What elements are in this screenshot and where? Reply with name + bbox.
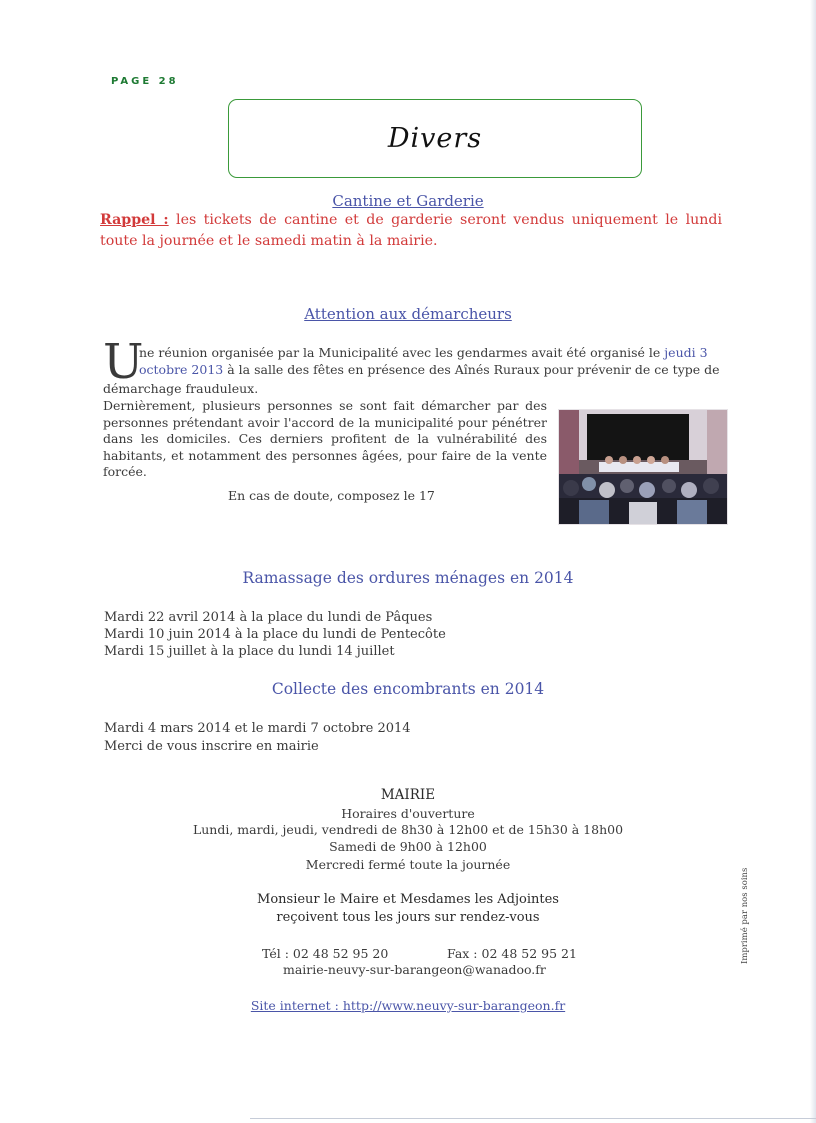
rappel-label: Rappel : [100,212,169,228]
cantine-heading: Cantine et Garderie [332,192,484,210]
encombrants-heading: Collecte des encombrants en 2014 [271,680,545,698]
ramassage-line-2: Mardi 10 juin 2014 à la place du lundi de Pentecôte [104,627,446,642]
mairie-phone: Tél : 02 48 52 95 20 [262,946,389,961]
website-link[interactable]: Site internet : http://www.neuvy-sur-barangeon.fr [250,998,566,1013]
meeting-photo [558,409,728,525]
mairie-hours-wednesday: Mercredi fermé toute la journée [305,857,511,872]
mairie-email: mairie-neuvy-sur-barangeon@wanadoo.fr [283,962,546,977]
meeting-line-3: démarchage frauduleux. [103,381,259,396]
meeting-text-b: à la salle des fêtes en présence des Aînés Ruraux pour prévenir de ce type de [223,362,720,377]
mairie-hours-saturday: Samedi de 9h00 à 12h00 [329,839,487,854]
meeting-date-b: octobre 2013 [139,362,224,377]
mayor-line-1: Monsieur le Maire et Mesdames les Adjointes [257,892,559,907]
ramassage-line-3: Mardi 15 juillet à la place du lundi 14 juillet [104,644,395,659]
mairie-title: MAIRIE [380,787,436,803]
meeting-text-a: ne réunion organisée par la Municipalité avec les gendarmes avait été organisé le [139,345,665,360]
page-title: Divers [387,123,483,154]
rappel-paragraph [100,210,722,252]
encombrants-line-1: Mardi 4 mars 2014 et le mardi 7 octobre 2014 [104,721,411,736]
meeting-line-2 [139,362,724,379]
meeting-line-1 [139,345,724,362]
ramassage-heading: Ramassage des ordures ménages en 2014 [242,569,574,587]
rappel-text: les tickets de cantine et de garderie seront vendus uniquement le lundi toute la journée et le samedi matin à la mairie. [100,212,723,249]
ramassage-line-1: Mardi 22 avril 2014 à la place du lundi de Pâques [104,610,433,625]
meeting-date-a: jeudi 3 [664,345,708,360]
warning-paragraph: Dernièrement, plusieurs personnes se sont fait démarcher par des personnes prétendant avoir l'accord de la municipalité pour pénétrer dans les domiciles. Ces derniers profitent de la vulnérabilité des habitants, et notamment des personnes âgées, pour faire de la vente forcée. [103,398,547,479]
title-box [228,99,642,178]
mairie-hours-weekdays: Lundi, mardi, jeudi, vendredi de 8h30 à 12h00 et de 15h30 à 18h00 [192,822,624,837]
page-number: PAGE 28 [111,76,179,87]
mayor-line-2: reçoivent tous les jours sur rendez-vous [276,910,540,925]
meeting-photo-image [559,410,727,524]
mairie-hours-title: Horaires d'ouverture [341,806,475,821]
page-edge-line [250,1118,816,1119]
printed-note: Imprimé par nos soins [740,867,750,964]
page-edge-shadow [810,0,816,1123]
dropcap-letter: U [103,334,144,390]
encombrants-line-2: Merci de vous inscrire en mairie [104,739,319,754]
mairie-fax: Fax : 02 48 52 95 21 [447,946,577,961]
doubt-line: En cas de doute, composez le 17 [228,488,435,503]
demarcheurs-heading: Attention aux démarcheurs [304,305,512,323]
